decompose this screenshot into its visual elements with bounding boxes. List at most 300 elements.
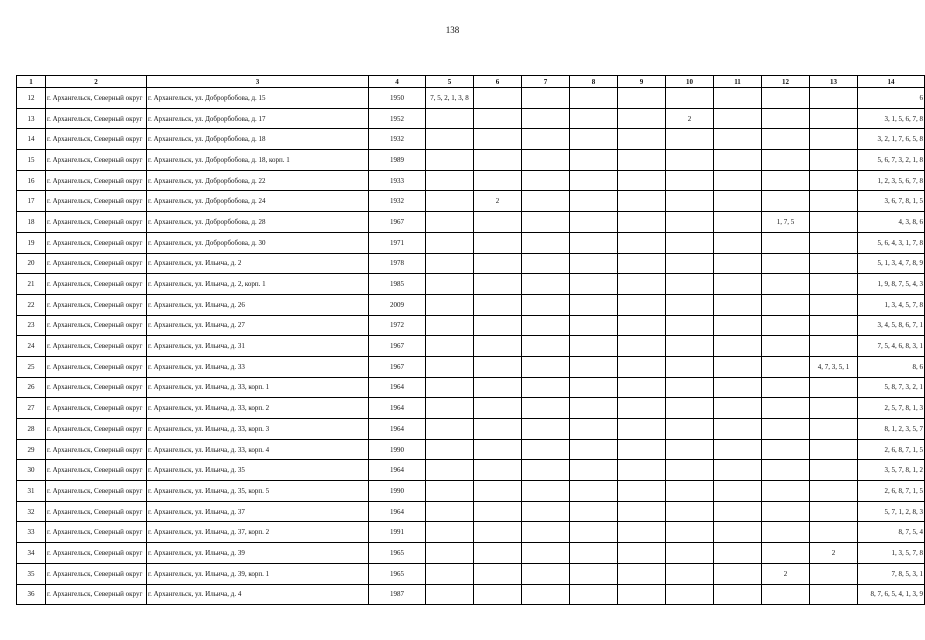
col13-cell xyxy=(810,315,858,336)
col9-cell xyxy=(618,356,666,377)
col7-cell xyxy=(522,88,570,109)
col9-cell xyxy=(618,191,666,212)
col10-cell xyxy=(666,191,714,212)
col13-cell xyxy=(810,439,858,460)
col5-cell xyxy=(426,356,474,377)
col6-cell xyxy=(474,129,522,150)
col5-cell xyxy=(426,460,474,481)
col13-cell xyxy=(810,481,858,502)
table-row xyxy=(17,377,925,398)
col9-cell xyxy=(618,170,666,191)
col8-cell xyxy=(570,150,618,171)
col6-cell xyxy=(474,336,522,357)
table-row xyxy=(17,398,925,419)
address-cell: г. Архангельск, ул. Ильича, д. 35 xyxy=(147,460,369,481)
col10-cell xyxy=(666,398,714,419)
col7-cell xyxy=(522,253,570,274)
col8-cell xyxy=(570,191,618,212)
year-cell: 1964 xyxy=(369,398,426,419)
col11-cell xyxy=(714,129,762,150)
row-number: 19 xyxy=(17,232,46,253)
col9-cell xyxy=(618,253,666,274)
year-cell: 1991 xyxy=(369,522,426,543)
col7-cell xyxy=(522,377,570,398)
col9-cell xyxy=(618,419,666,440)
col7-cell xyxy=(522,336,570,357)
col13-cell xyxy=(810,212,858,233)
col13-cell xyxy=(810,377,858,398)
col10-cell xyxy=(666,584,714,605)
col10-cell xyxy=(666,356,714,377)
address-cell: г. Архангельск, ул. Ильича, д. 27 xyxy=(147,315,369,336)
year-cell: 1967 xyxy=(369,356,426,377)
address-cell: г. Архангельск, ул. Ильича, д. 35, корп. 5 xyxy=(147,481,369,502)
col8-cell xyxy=(570,501,618,522)
col11-cell xyxy=(714,522,762,543)
address-cell: г. Архангельск, ул. Доброрбобова, д. 30 xyxy=(147,232,369,253)
row-number: 12 xyxy=(17,88,46,109)
col10-cell xyxy=(666,460,714,481)
year-cell: 1965 xyxy=(369,563,426,584)
header-col-6: 6 xyxy=(474,76,522,88)
col9-cell xyxy=(618,377,666,398)
col12-cell: 2 xyxy=(762,563,810,584)
col7-cell xyxy=(522,129,570,150)
row-number: 14 xyxy=(17,129,46,150)
district-cell: г. Архангельск, Северный округ xyxy=(46,336,147,357)
address-cell: г. Архангельск, ул. Ильича, д. 33, корп. 4 xyxy=(147,439,369,460)
col10-cell xyxy=(666,501,714,522)
col13-cell: 2 xyxy=(810,543,858,564)
col6-cell xyxy=(474,398,522,419)
col6-cell xyxy=(474,212,522,233)
col12-cell xyxy=(762,129,810,150)
col13-cell xyxy=(810,253,858,274)
header-col-9: 9 xyxy=(618,76,666,88)
row-number: 27 xyxy=(17,398,46,419)
address-cell: г. Архангельск, ул. Доброрбобова, д. 18, корп. 1 xyxy=(147,150,369,171)
district-cell: г. Архангельск, Северный округ xyxy=(46,584,147,605)
year-cell: 1952 xyxy=(369,108,426,129)
col14-cell: 3, 5, 7, 8, 1, 2 xyxy=(858,460,925,481)
row-number: 22 xyxy=(17,294,46,315)
col5-cell: 7, 5, 2, 1, 3, 8 xyxy=(426,88,474,109)
table-row xyxy=(17,129,925,150)
col13-cell: 4, 7, 3, 5, 1 xyxy=(810,356,858,377)
district-cell: г. Архангельск, Северный округ xyxy=(46,398,147,419)
col7-cell xyxy=(522,212,570,233)
address-cell: г. Архангельск, ул. Ильича, д. 39 xyxy=(147,543,369,564)
col5-cell xyxy=(426,253,474,274)
col6-cell xyxy=(474,150,522,171)
district-cell: г. Архангельск, Северный округ xyxy=(46,170,147,191)
district-cell: г. Архангельск, Северный округ xyxy=(46,294,147,315)
col14-cell: 8, 1, 2, 3, 5, 7 xyxy=(858,419,925,440)
col8-cell xyxy=(570,522,618,543)
col7-cell xyxy=(522,543,570,564)
col12-cell xyxy=(762,501,810,522)
header-col-14: 14 xyxy=(858,76,925,88)
col12-cell xyxy=(762,336,810,357)
col10-cell xyxy=(666,88,714,109)
address-cell: г. Архангельск, ул. Ильича, д. 4 xyxy=(147,584,369,605)
col9-cell xyxy=(618,129,666,150)
col12-cell xyxy=(762,377,810,398)
col12-cell xyxy=(762,584,810,605)
col11-cell xyxy=(714,150,762,171)
col12-cell: 1, 7, 5 xyxy=(762,212,810,233)
col5-cell xyxy=(426,232,474,253)
year-cell: 1967 xyxy=(369,336,426,357)
address-cell: г. Архангельск, ул. Доброрбобова, д. 28 xyxy=(147,212,369,233)
header-col-8: 8 xyxy=(570,76,618,88)
col11-cell xyxy=(714,315,762,336)
row-number: 33 xyxy=(17,522,46,543)
table-header xyxy=(17,76,925,88)
col14-cell: 3, 1, 5, 6, 7, 8 xyxy=(858,108,925,129)
col5-cell xyxy=(426,274,474,295)
row-number: 35 xyxy=(17,563,46,584)
col14-cell: 8, 7, 5, 4 xyxy=(858,522,925,543)
col9-cell xyxy=(618,522,666,543)
col5-cell xyxy=(426,150,474,171)
table-row xyxy=(17,315,925,336)
col12-cell xyxy=(762,108,810,129)
col13-cell xyxy=(810,129,858,150)
col9-cell xyxy=(618,150,666,171)
col12-cell xyxy=(762,253,810,274)
district-cell: г. Архангельск, Северный округ xyxy=(46,212,147,233)
col6-cell xyxy=(474,460,522,481)
col7-cell xyxy=(522,294,570,315)
col14-cell: 5, 6, 7, 3, 2, 1, 8 xyxy=(858,150,925,171)
header-row xyxy=(17,76,925,88)
col13-cell xyxy=(810,170,858,191)
col12-cell xyxy=(762,481,810,502)
col10-cell xyxy=(666,315,714,336)
col14-cell: 1, 3, 4, 5, 7, 8 xyxy=(858,294,925,315)
table-row xyxy=(17,212,925,233)
col10-cell xyxy=(666,377,714,398)
col7-cell xyxy=(522,481,570,502)
col13-cell xyxy=(810,108,858,129)
col14-cell: 2, 6, 8, 7, 1, 5 xyxy=(858,439,925,460)
data-table xyxy=(16,75,925,605)
col13-cell xyxy=(810,584,858,605)
col7-cell xyxy=(522,563,570,584)
header-col-11: 11 xyxy=(714,76,762,88)
district-cell: г. Архангельск, Северный округ xyxy=(46,274,147,295)
year-cell: 1987 xyxy=(369,584,426,605)
col13-cell xyxy=(810,232,858,253)
table-row xyxy=(17,419,925,440)
header-col-12: 12 xyxy=(762,76,810,88)
address-cell: г. Архангельск, ул. Ильича, д. 33, корп. 2 xyxy=(147,398,369,419)
col6-cell xyxy=(474,439,522,460)
year-cell: 1950 xyxy=(369,88,426,109)
col11-cell xyxy=(714,336,762,357)
col12-cell xyxy=(762,294,810,315)
col11-cell xyxy=(714,460,762,481)
address-cell: г. Архангельск, ул. Ильича, д. 39, корп. 1 xyxy=(147,563,369,584)
col14-cell: 4, 3, 8, 6 xyxy=(858,212,925,233)
year-cell: 1990 xyxy=(369,439,426,460)
col12-cell xyxy=(762,439,810,460)
col14-cell: 8, 6 xyxy=(858,356,925,377)
header-col-5: 5 xyxy=(426,76,474,88)
col11-cell xyxy=(714,584,762,605)
col8-cell xyxy=(570,336,618,357)
table-row xyxy=(17,191,925,212)
col8-cell xyxy=(570,108,618,129)
col7-cell xyxy=(522,439,570,460)
col14-cell: 6 xyxy=(858,88,925,109)
header-col-3: 3 xyxy=(147,76,369,88)
year-cell: 1989 xyxy=(369,150,426,171)
col7-cell xyxy=(522,398,570,419)
col13-cell xyxy=(810,398,858,419)
year-cell: 1985 xyxy=(369,274,426,295)
address-cell: г. Архангельск, ул. Ильича, д. 2, корп. 1 xyxy=(147,274,369,295)
address-cell: г. Архангельск, ул. Ильича, д. 2 xyxy=(147,253,369,274)
district-cell: г. Архангельск, Северный округ xyxy=(46,150,147,171)
col12-cell xyxy=(762,232,810,253)
col14-cell: 1, 2, 3, 5, 6, 7, 8 xyxy=(858,170,925,191)
col14-cell: 3, 2, 1, 7, 6, 5, 8 xyxy=(858,129,925,150)
table-row xyxy=(17,274,925,295)
col7-cell xyxy=(522,191,570,212)
col7-cell xyxy=(522,460,570,481)
col7-cell xyxy=(522,232,570,253)
table-row xyxy=(17,108,925,129)
table-row xyxy=(17,356,925,377)
col8-cell xyxy=(570,232,618,253)
col14-cell: 7, 8, 5, 3, 1 xyxy=(858,563,925,584)
col13-cell xyxy=(810,150,858,171)
year-cell: 1967 xyxy=(369,212,426,233)
col14-cell: 3, 4, 5, 8, 6, 7, 1 xyxy=(858,315,925,336)
row-number: 15 xyxy=(17,150,46,171)
col11-cell xyxy=(714,170,762,191)
header-col-10: 10 xyxy=(666,76,714,88)
col13-cell xyxy=(810,88,858,109)
year-cell: 1978 xyxy=(369,253,426,274)
col6-cell xyxy=(474,419,522,440)
col12-cell xyxy=(762,274,810,295)
col9-cell xyxy=(618,294,666,315)
col8-cell xyxy=(570,377,618,398)
address-cell: г. Архангельск, ул. Доброрбобова, д. 18 xyxy=(147,129,369,150)
col8-cell xyxy=(570,460,618,481)
col13-cell xyxy=(810,336,858,357)
col5-cell xyxy=(426,315,474,336)
col10-cell xyxy=(666,170,714,191)
address-cell: г. Архангельск, ул. Ильича, д. 37 xyxy=(147,501,369,522)
col6-cell xyxy=(474,294,522,315)
col9-cell xyxy=(618,439,666,460)
col6-cell xyxy=(474,170,522,191)
col11-cell xyxy=(714,294,762,315)
table-row xyxy=(17,501,925,522)
col11-cell xyxy=(714,108,762,129)
table-row xyxy=(17,439,925,460)
col13-cell xyxy=(810,522,858,543)
col6-cell xyxy=(474,253,522,274)
col12-cell xyxy=(762,543,810,564)
col8-cell xyxy=(570,212,618,233)
col6-cell xyxy=(474,274,522,295)
col5-cell xyxy=(426,398,474,419)
table-row xyxy=(17,584,925,605)
col10-cell xyxy=(666,274,714,295)
table-row xyxy=(17,563,925,584)
col13-cell xyxy=(810,274,858,295)
col11-cell xyxy=(714,563,762,584)
col8-cell xyxy=(570,584,618,605)
col12-cell xyxy=(762,356,810,377)
col12-cell xyxy=(762,191,810,212)
col9-cell xyxy=(618,315,666,336)
col8-cell xyxy=(570,439,618,460)
col9-cell xyxy=(618,543,666,564)
row-number: 20 xyxy=(17,253,46,274)
table-row xyxy=(17,150,925,171)
col8-cell xyxy=(570,419,618,440)
col11-cell xyxy=(714,232,762,253)
address-cell: г. Архангельск, ул. Доброрбобова, д. 22 xyxy=(147,170,369,191)
col10-cell xyxy=(666,253,714,274)
col11-cell xyxy=(714,543,762,564)
col9-cell xyxy=(618,232,666,253)
col6-cell xyxy=(474,377,522,398)
row-number: 36 xyxy=(17,584,46,605)
row-number: 21 xyxy=(17,274,46,295)
col6-cell xyxy=(474,232,522,253)
col13-cell xyxy=(810,563,858,584)
address-cell: г. Архангельск, ул. Ильича, д. 33, корп. 3 xyxy=(147,419,369,440)
year-cell: 2009 xyxy=(369,294,426,315)
year-cell: 1932 xyxy=(369,129,426,150)
col14-cell: 2, 5, 7, 8, 1, 3 xyxy=(858,398,925,419)
col11-cell xyxy=(714,253,762,274)
col9-cell xyxy=(618,460,666,481)
col10-cell xyxy=(666,212,714,233)
year-cell: 1964 xyxy=(369,377,426,398)
col5-cell xyxy=(426,481,474,502)
district-cell: г. Архангельск, Северный округ xyxy=(46,522,147,543)
row-number: 23 xyxy=(17,315,46,336)
table-row xyxy=(17,481,925,502)
col14-cell: 8, 7, 6, 5, 4, 1, 3, 9 xyxy=(858,584,925,605)
district-cell: г. Архангельск, Северный округ xyxy=(46,232,147,253)
col6-cell xyxy=(474,501,522,522)
district-cell: г. Архангельск, Северный округ xyxy=(46,460,147,481)
row-number: 34 xyxy=(17,543,46,564)
col14-cell: 3, 6, 7, 8, 1, 5 xyxy=(858,191,925,212)
row-number: 13 xyxy=(17,108,46,129)
col11-cell xyxy=(714,398,762,419)
col7-cell xyxy=(522,522,570,543)
col9-cell xyxy=(618,336,666,357)
address-cell: г. Архангельск, ул. Ильича, д. 33, корп. 1 xyxy=(147,377,369,398)
col8-cell xyxy=(570,170,618,191)
col5-cell xyxy=(426,522,474,543)
district-cell: г. Архангельск, Северный округ xyxy=(46,501,147,522)
col12-cell xyxy=(762,522,810,543)
col6-cell xyxy=(474,563,522,584)
col5-cell xyxy=(426,336,474,357)
row-number: 26 xyxy=(17,377,46,398)
row-number: 28 xyxy=(17,419,46,440)
page-number: 138 xyxy=(445,25,460,35)
table-row xyxy=(17,170,925,191)
header-col-4: 4 xyxy=(369,76,426,88)
col9-cell xyxy=(618,563,666,584)
row-number: 16 xyxy=(17,170,46,191)
year-cell: 1933 xyxy=(369,170,426,191)
col8-cell xyxy=(570,294,618,315)
col6-cell xyxy=(474,356,522,377)
col5-cell xyxy=(426,212,474,233)
year-cell: 1964 xyxy=(369,419,426,440)
col12-cell xyxy=(762,150,810,171)
col8-cell xyxy=(570,481,618,502)
col7-cell xyxy=(522,584,570,605)
col7-cell xyxy=(522,356,570,377)
table-row xyxy=(17,336,925,357)
col12-cell xyxy=(762,398,810,419)
address-cell: г. Архангельск, ул. Доброрбобова, д. 15 xyxy=(147,88,369,109)
col6-cell xyxy=(474,481,522,502)
col14-cell: 5, 6, 4, 3, 1, 7, 8 xyxy=(858,232,925,253)
col9-cell xyxy=(618,274,666,295)
year-cell: 1964 xyxy=(369,460,426,481)
col13-cell xyxy=(810,419,858,440)
col9-cell xyxy=(618,398,666,419)
col5-cell xyxy=(426,584,474,605)
col9-cell xyxy=(618,108,666,129)
district-cell: г. Архангельск, Северный округ xyxy=(46,88,147,109)
table-row xyxy=(17,522,925,543)
col14-cell: 1, 9, 8, 7, 5, 4, 3 xyxy=(858,274,925,295)
col14-cell: 7, 5, 4, 6, 8, 3, 1 xyxy=(858,336,925,357)
col10-cell xyxy=(666,150,714,171)
district-cell: г. Архангельск, Северный округ xyxy=(46,253,147,274)
col6-cell: 2 xyxy=(474,191,522,212)
col11-cell xyxy=(714,356,762,377)
year-cell: 1964 xyxy=(369,501,426,522)
col11-cell xyxy=(714,439,762,460)
col12-cell xyxy=(762,419,810,440)
row-number: 29 xyxy=(17,439,46,460)
district-cell: г. Архангельск, Северный округ xyxy=(46,108,147,129)
col6-cell xyxy=(474,543,522,564)
col11-cell xyxy=(714,377,762,398)
row-number: 24 xyxy=(17,336,46,357)
row-number: 31 xyxy=(17,481,46,502)
col8-cell xyxy=(570,88,618,109)
header-col-1: 1 xyxy=(17,76,46,88)
col12-cell xyxy=(762,170,810,191)
col6-cell xyxy=(474,315,522,336)
col14-cell: 5, 8, 7, 3, 2, 1 xyxy=(858,377,925,398)
row-number: 18 xyxy=(17,212,46,233)
col11-cell xyxy=(714,419,762,440)
district-cell: г. Архангельск, Северный округ xyxy=(46,356,147,377)
header-col-13: 13 xyxy=(810,76,858,88)
col10-cell xyxy=(666,439,714,460)
col7-cell xyxy=(522,419,570,440)
